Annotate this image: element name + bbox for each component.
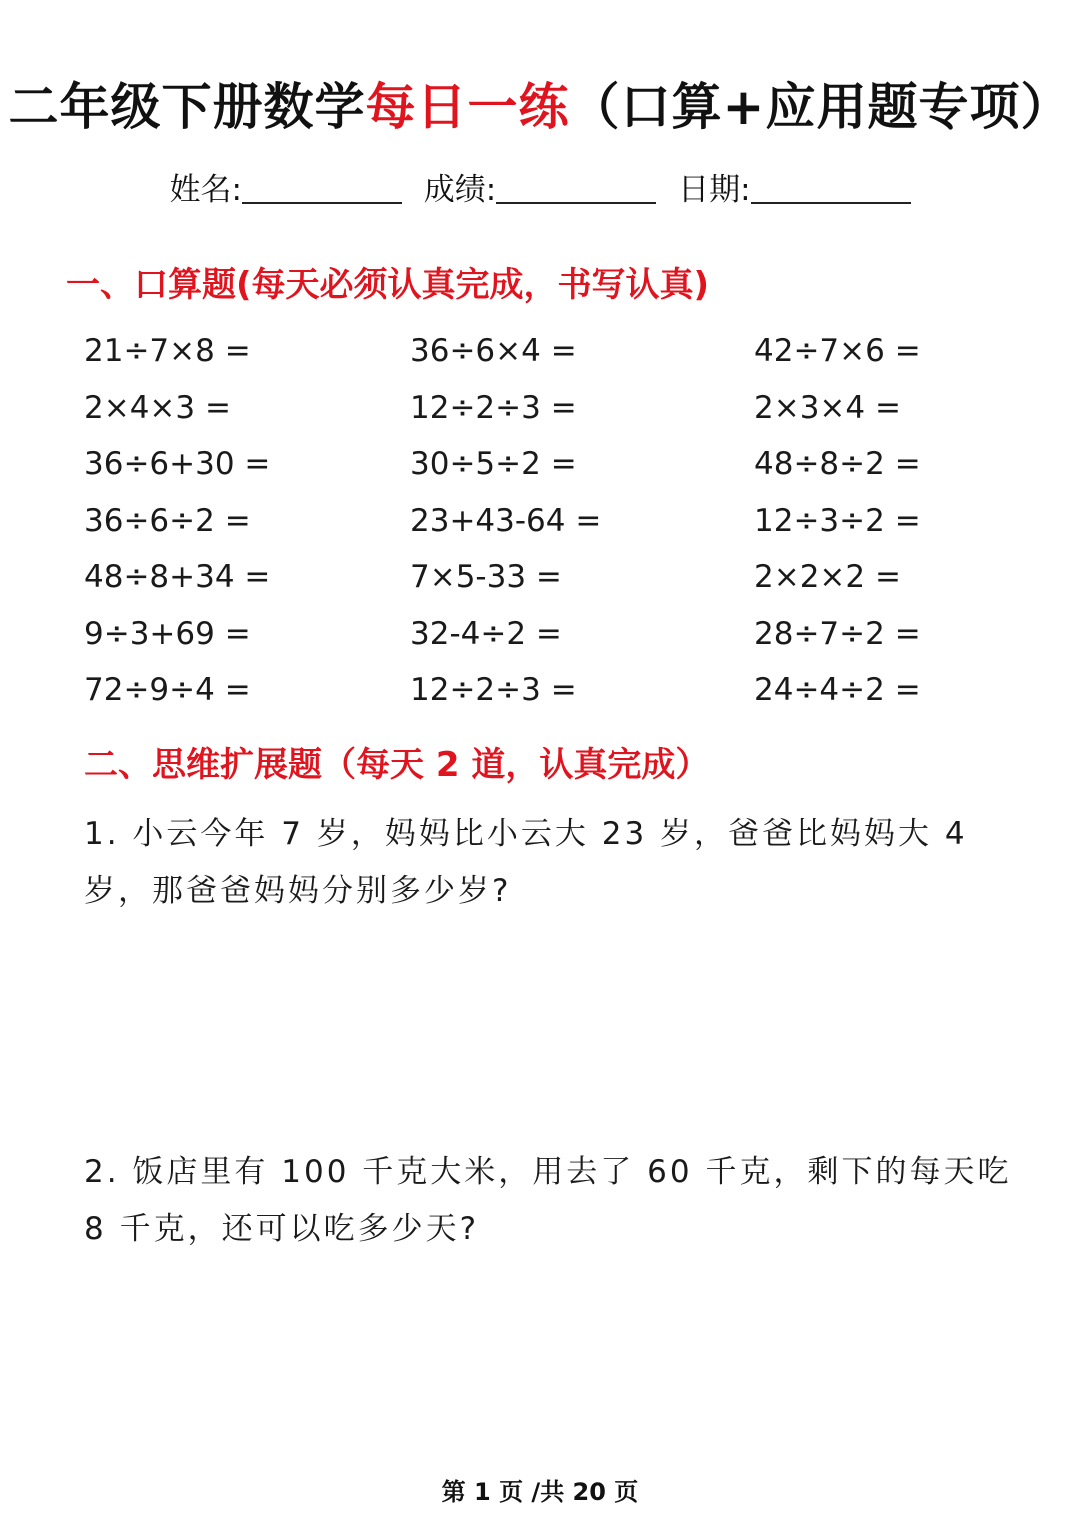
calc-row [84, 493, 1044, 550]
calc-row [84, 662, 1044, 719]
calc-item: 2×4×3 = [84, 389, 231, 426]
score-blank-line[interactable] [496, 172, 656, 204]
name-label: 姓名: [169, 172, 242, 208]
calc-row [84, 549, 1044, 606]
calc-item: 48÷8÷2 = [754, 446, 921, 482]
score-label: 成绩: [423, 172, 497, 208]
page-number: 第 1 页 /共 20 页 [441, 1478, 639, 1506]
calc-item: 12÷2÷3 = [410, 389, 577, 426]
calc-item: 36÷6×4 = [410, 333, 577, 369]
name-field[interactable] [169, 168, 401, 212]
section-1-heading: 一、口算题(每天必须认真完成，书写认真) [66, 265, 710, 305]
mental-math-grid [84, 323, 1044, 719]
section-2-heading: 二、思维扩展题（每天 2 道，认真完成） [84, 745, 710, 785]
calc-item: 36÷6+30 = [84, 446, 271, 482]
title-part-daily: 每日一练 [365, 78, 570, 136]
title-part-grade: 二年级下册数学 [8, 78, 366, 136]
calc-item: 28÷7÷2 = [754, 615, 921, 652]
calc-item: 21÷7×8 = [84, 333, 251, 369]
date-blank-line[interactable] [751, 172, 911, 204]
calc-item: 23+43-64 = [410, 502, 602, 539]
calc-item: 48÷8+34 = [84, 559, 271, 595]
score-field[interactable] [424, 168, 656, 212]
calc-item: 12÷3÷2 = [754, 502, 921, 539]
page-title [0, 72, 1080, 142]
calc-item: 32-4÷2 = [410, 615, 562, 652]
calc-item: 42÷7×6 = [754, 333, 921, 369]
calc-item: 9÷3+69 = [84, 615, 251, 652]
word-problem-2: 2. 饭店里有 100 千克大米，用去了 60 千克，剩下的每天吃 8 千克，还可以吃多少天? [84, 1154, 1012, 1247]
calc-row [84, 380, 1044, 437]
calc-item: 2×3×4 = [754, 389, 901, 426]
student-info-row [0, 168, 1080, 212]
calc-item: 2×2×2 = [754, 559, 901, 595]
calc-item: 72÷9÷4 = [84, 672, 251, 708]
calc-row [84, 606, 1044, 663]
title-part-topic: （口算+应用题专项） [569, 78, 1072, 136]
calc-item: 30÷5÷2 = [410, 446, 577, 482]
date-label: 日期: [678, 172, 751, 208]
date-field[interactable] [678, 168, 910, 212]
calc-item: 36÷6÷2 = [84, 502, 251, 539]
calc-item: 7×5-33 = [410, 559, 562, 595]
calc-item: 12÷2÷3 = [410, 672, 577, 708]
word-problem-1: 1. 小云今年 7 岁，妈妈比小云大 23 岁，爸爸比妈妈大 4 岁，那爸爸妈妈分别多少岁? [84, 816, 968, 909]
name-blank-line[interactable] [242, 172, 402, 204]
calc-row [84, 323, 1044, 380]
calc-item: 24÷4÷2 = [754, 672, 921, 708]
calc-row [84, 436, 1044, 493]
